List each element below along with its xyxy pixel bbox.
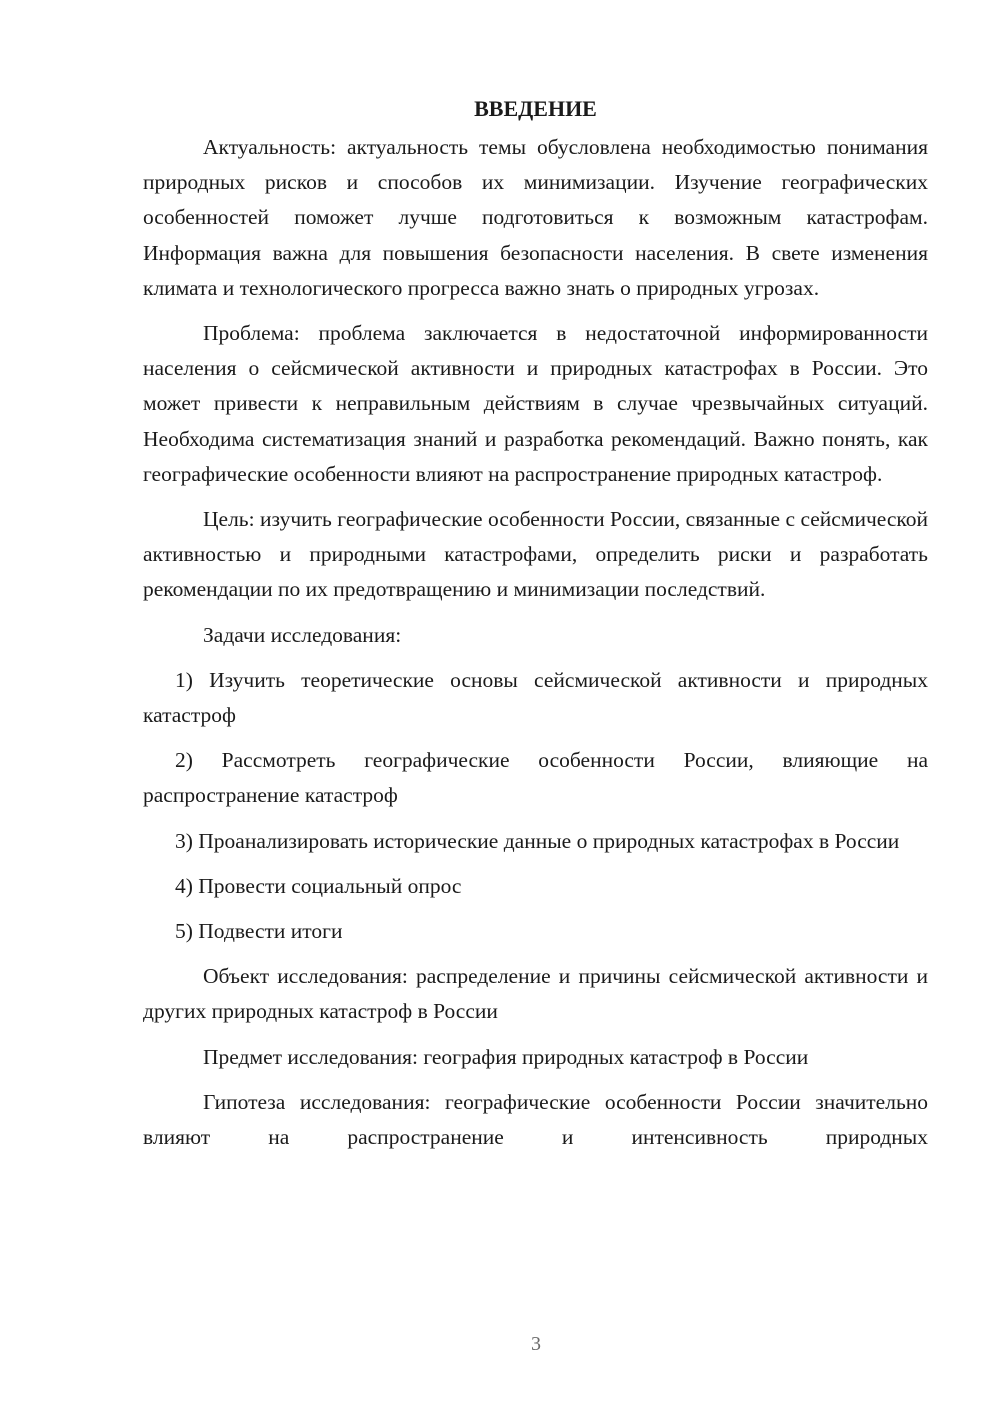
task-item-1: 1) Изучить теоретические основы сейсмической активности и природных катастроф: [143, 667, 928, 728]
page-number: 3: [531, 1333, 541, 1355]
object-paragraph: Объект исследования: распределение и причины сейсмической активности и других природных катастроф в России: [143, 964, 928, 1024]
hypothesis-paragraph: Гипотеза исследования: географические особенности России значительно влияют на распространение и интенсивность природных: [143, 1089, 928, 1150]
document-page: [143, 92, 928, 1165]
relevance-paragraph: Актуальность: актуальность темы обусловлена необходимостью понимания природных рисков и способов их минимизации. Изучение географических особенностей поможет лучше подготовиться к возможным катастрофам. Информация важна для повышения безопасности населения. В свете изменения климата и технологического прогресса важно знать о природных угрозах.: [143, 135, 928, 300]
task-item-5: 5) Подвести итоги: [175, 919, 343, 944]
page-title: ВВЕДЕНИЕ: [474, 96, 597, 121]
subject-paragraph: Предмет исследования: география природных катастроф в России: [203, 1044, 809, 1069]
goal-paragraph: Цель: изучить географические особенности России, связанные с сейсмической активностью и природными катастрофами, определить риски и разработать рекомендации по их предотвращению и минимизации последствий.: [143, 507, 928, 602]
task-item-3: 3) Проанализировать исторические данные о природных катастрофах в России: [175, 828, 900, 853]
task-item-2: 2) Рассмотреть географические особенности России, влияющие на распространение катастроф: [143, 748, 928, 808]
tasks-heading: Задачи исследования:: [203, 622, 402, 647]
problem-paragraph: Проблема: проблема заключается в недостаточной информированности населения о сейсмической активности и природных катастрофах в России. Это может привести к неправильным действиям в случае чрезвычайных ситуаций. Необходима систематизация знаний и разработка рекомендаций. Важно понять, как географические особенности влияют на распространение природных катастроф.: [143, 321, 928, 486]
task-item-4: 4) Провести социальный опрос: [175, 873, 462, 898]
